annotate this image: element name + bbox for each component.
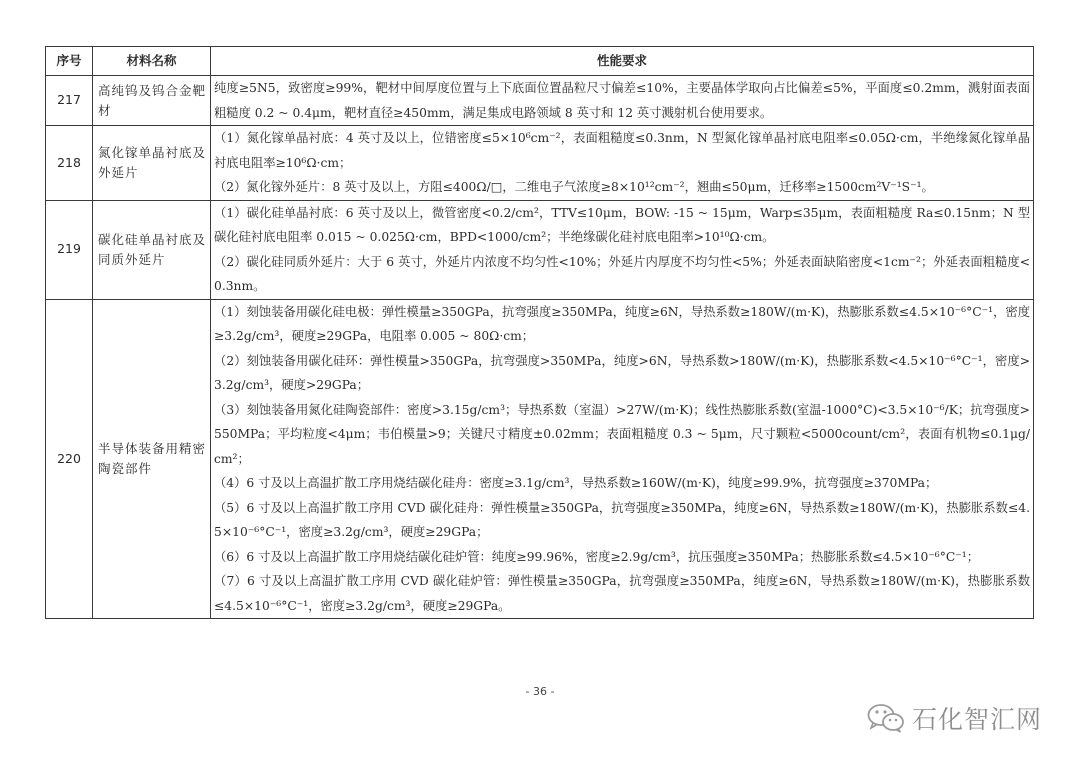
watermark xyxy=(866,700,1042,736)
watermark-text: 石化智汇网 xyxy=(912,705,1043,734)
material-name: 半导体装备用精密陶瓷部件 xyxy=(93,299,211,619)
table-header-row xyxy=(46,47,1034,76)
requirement-text: （1）氮化镓单晶衬底：4 英寸及以上，位错密度≤5×10⁶cm⁻²，表面粗糙度≤0.3nm，N 型氮化镓单晶衬底电阻率≤0.05Ω·cm，半绝缘氮化镓单晶衬底电阻率≥10⁶Ω·cm； xyxy=(214,131,1030,170)
requirement-text: （6）6 寸及以上高温扩散工序用烧结碳化硅炉管：纯度≥99.96%，密度≥2.9g/cm³，抗压强度≥350MPa；热膨胀系数≤4.5×10⁻⁶°C⁻¹； xyxy=(214,549,980,564)
table-row xyxy=(46,126,1034,201)
requirements-cell xyxy=(211,299,1034,619)
requirement-text: 纯度≥5N5，致密度≥99%，靶材中间厚度位置与上下底面位置晶粒尺寸偏差≤10%，主要晶体学取向占比偏差≤5%，平面度≤0.2mm，溅射面表面粗糙度 0.2 ~ 0.4μm，靶材直径≥450mm，满足集成电路领域 8 英寸和 12 英寸溅射机台使用要求。 xyxy=(214,81,1030,120)
row-number: 220 xyxy=(46,299,93,619)
table-row xyxy=(46,299,1034,619)
row-number: 217 xyxy=(46,76,93,126)
header-requirements: 性能要求 xyxy=(211,47,1034,76)
page-number: - 36 - xyxy=(525,685,555,698)
header-num: 序号 xyxy=(46,47,93,76)
wechat-icon xyxy=(866,702,906,734)
table-row xyxy=(46,76,1034,126)
requirements-cell xyxy=(211,200,1034,299)
material-name: 氮化镓单晶衬底及外延片 xyxy=(93,126,211,201)
materials-table xyxy=(45,46,1034,619)
requirement-text: （2）刻蚀装备用碳化硅环：弹性模量>350GPa，抗弯强度>350MPa，纯度>6N，导热系数>180W/(m·K)，热膨胀系数<4.5×10⁻⁶°C⁻¹，密度>3.2g/cm³，硬度>29GPa； xyxy=(214,353,1030,392)
requirement-text: （2）氮化镓外延片：8 英寸及以上，方阻≤400Ω/□，二维电子气浓度≥8×10¹²cm⁻²，翘曲≤50μm，迁移率≥1500cm²V⁻¹S⁻¹。 xyxy=(214,180,934,194)
requirement-text: （3）刻蚀装备用氮化硅陶瓷部件：密度>3.15g/cm³；导热系数（室温）>27W/(m·K)；线性热膨胀系数(室温-1000°C)<3.5×10⁻⁶/K；抗弯强度>550MPa；平均粒度<4μm；韦伯模量>9；关键尺寸精度±0.02mm；表面粗糙度 0.3 ~ 5μm，尺寸颗粒<5000count/cm²，表面有机物≤0.1μg/cm²； xyxy=(214,402,1030,466)
requirement-text: （2）碳化硅同质外延片：大于 6 英寸，外延片内浓度不均匀性<10%；外延片内厚度不均匀性<5%；外延表面缺陷密度<1cm⁻²；外延表面粗糙度<0.3nm。 xyxy=(214,254,1030,293)
header-name: 材料名称 xyxy=(93,47,211,76)
table-row xyxy=(46,200,1034,299)
row-number: 218 xyxy=(46,126,93,201)
requirements-cell xyxy=(211,76,1034,126)
row-number: 219 xyxy=(46,200,93,299)
material-name: 高纯钨及钨合金靶材 xyxy=(93,76,211,126)
requirement-text: （7）6 寸及以上高温扩散工序用 CVD 碳化硅炉管：弹性模量≥350GPa，抗弯强度≥350MPa，纯度≥6N，导热系数≥180W/(m·K)，热膨胀系数≤4.5×10⁻⁶°C⁻¹，密度≥3.2g/cm³，硬度≥29GPa。 xyxy=(214,574,1030,613)
requirements-cell xyxy=(211,126,1034,201)
requirement-text: （1）碳化硅单晶衬底：6 英寸及以上，微管密度<0.2/cm²，TTV≤10μm，BOW: -15 ~ 15μm，Warp≤35μm，表面粗糙度 Ra≤0.15nm；N 型碳化硅衬底电阻率 0.015 ~ 0.025Ω·cm，BPD<1000/cm²；半绝缘碳化硅衬底电阻率>10¹⁰Ω·cm。 xyxy=(214,205,1030,244)
requirement-text: （5）6 寸及以上高温扩散工序用 CVD 碳化硅舟：弹性模量≥350GPa，抗弯强度≥350MPa，纯度≥6N，导热系数≥180W/(m·K)，热膨胀系数≤4.5×10⁻⁶°C⁻¹，密度≥3.2g/cm³，硬度≥29GPa； xyxy=(214,500,1030,539)
material-name: 碳化硅单晶衬底及同质外延片 xyxy=(93,200,211,299)
requirement-text: （1）刻蚀装备用碳化硅电极：弹性模量≥350GPa，抗弯强度≥350MPa，纯度≥6N，导热系数≥180W/(m·K)，热膨胀系数≤4.5×10⁻⁶°C⁻¹，密度≥3.2g/cm³，硬度≥29GPa，电阻率 0.005 ~ 80Ω·cm； xyxy=(214,304,1030,343)
requirement-text: （4）6 寸及以上高温扩散工序用烧结碳化硅舟：密度≥3.1g/cm³，导热系数≥160W/(m·K)，纯度≥99.9%，抗弯强度≥370MPa； xyxy=(214,476,938,490)
